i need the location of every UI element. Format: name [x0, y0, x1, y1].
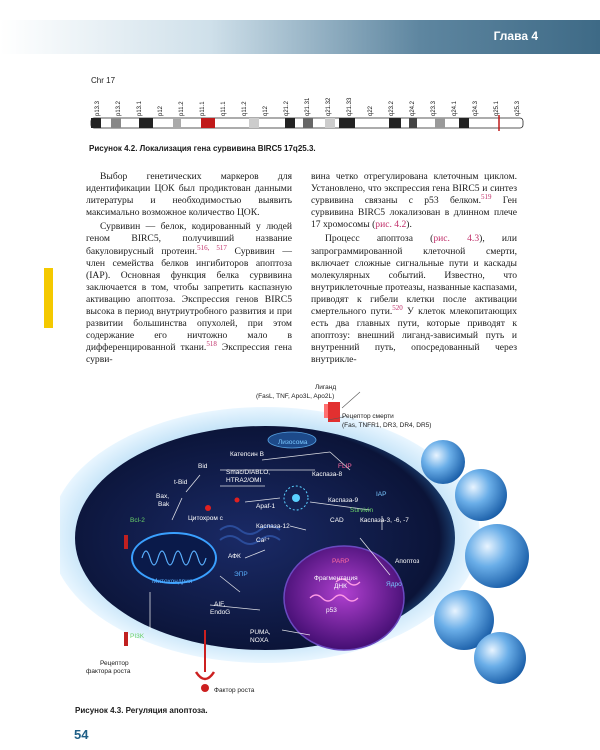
band-block	[435, 118, 445, 128]
label-tbid: t-Bid	[174, 479, 188, 486]
reference-number: 518	[206, 340, 217, 349]
centromere-block	[201, 118, 215, 128]
band-block	[325, 118, 335, 128]
yellow-margin-marker	[44, 268, 53, 328]
label-ligand-list: (FasL, TNF, Apo3L, Apo2L)	[256, 393, 335, 400]
label-apaf: Apaf-1	[256, 503, 276, 510]
label-gf-receptor-2: фактора роста	[86, 668, 131, 675]
label-aif: AIF,	[214, 601, 226, 608]
figure-link[interactable]: рис. 4.3	[433, 233, 480, 245]
figure-4-3-caption: Рисунок 4.3. Регуляция апоптоза.	[75, 706, 208, 715]
band-label: q21.31	[305, 97, 311, 116]
death-receptor-shape	[324, 404, 328, 418]
band-block	[303, 118, 313, 128]
label-cytochrome: Цитохром c	[188, 515, 223, 522]
label-receptor: Рецептор смерти	[342, 413, 394, 420]
cytochrome-shape	[235, 498, 240, 503]
band-label: p13.1	[137, 100, 143, 116]
band-label: q21.2	[284, 100, 290, 116]
label-puma: PUMA,	[250, 629, 271, 636]
label-caspase12: Каспаза-12	[256, 523, 290, 530]
apoptotic-body	[421, 440, 465, 484]
label-cad: CAD	[330, 517, 344, 524]
band-label: q24.3	[473, 100, 479, 116]
label-bak: Bak	[158, 501, 170, 508]
label-afk: АФК	[228, 553, 241, 560]
label-smac: Smac/DIABLO,	[226, 469, 271, 476]
chapter-label: Глава 4	[493, 29, 538, 43]
page-number: 54	[74, 727, 89, 742]
band-label: q23.2	[389, 100, 395, 116]
bcl2-marker	[124, 535, 128, 549]
figure-link[interactable]: рис. 4.2	[375, 219, 407, 231]
label-epr: ЭПР	[234, 571, 248, 578]
text-column-left	[86, 171, 292, 369]
band-label: q11.1	[221, 101, 227, 116]
chromosome-svg	[89, 86, 527, 134]
figure-4-2-caption: Рисунок 4.2. Локализация гена сурвивина BIRC5 17q25.3.	[89, 144, 316, 153]
label-iap: IAP	[376, 491, 387, 498]
reference-number: 520	[392, 303, 403, 312]
apoptosome-core	[292, 494, 300, 502]
band-label: p13.3	[95, 100, 101, 116]
band-label: q21.33	[347, 97, 353, 116]
paragraph: Выбор генетических маркеров для идентификации ЦОК был продиктован данными литературы и необходимостью выявить максимально возможное количество ЦОК.	[86, 171, 292, 219]
label-bax: Bax,	[156, 493, 170, 500]
paragraph: вина четко отрегулирована клеточным циклом. Установлено, что экспрессия гена BIRC5 и синтез сурвивина связаны с p53 белком.$^{519}$ Ген сурвивина BIRC5 локализован в длинном плече 17 хромосомы (рис. 4.2).	[311, 171, 517, 231]
band-block	[111, 118, 121, 128]
reference-number: 519	[481, 193, 492, 201]
label-ligand: Лиганд	[315, 384, 337, 391]
apoptosis-svg	[60, 380, 550, 700]
apoptosis-diagram	[60, 380, 550, 700]
band-label: p12	[158, 105, 164, 116]
leader-line	[342, 392, 360, 408]
label-dna: ДНК	[334, 583, 347, 590]
cytochrome-shape	[205, 505, 211, 511]
chromosome-ideogram	[89, 76, 527, 134]
growth-factor-shape	[201, 684, 209, 692]
label-noxa: NOXA	[250, 637, 269, 644]
band-block	[389, 118, 401, 128]
text-column-right	[311, 171, 517, 369]
band-label: q24.2	[410, 100, 416, 116]
label-parp: PARP	[332, 558, 350, 565]
label-mitochondria: Митохондрия	[152, 578, 193, 585]
label-apoptosis: Апоптоз	[395, 558, 420, 565]
pi3k-marker	[124, 632, 128, 646]
label-bcl2: Bcl-2	[130, 517, 145, 524]
apoptotic-body	[474, 632, 526, 684]
chromosome-title: Chr 17	[91, 76, 116, 85]
band-block	[91, 118, 101, 128]
label-caspase367: Каспаза-3, -6, -7	[360, 517, 409, 524]
label-fragmentation: Фрагментация	[314, 575, 358, 582]
label-caspase9: Каспаза-9	[328, 497, 359, 504]
apoptotic-body	[465, 524, 529, 588]
band-label: q21.32	[326, 97, 332, 116]
reference-number: 516, 517	[197, 243, 227, 252]
label-lysosome: Лизосома	[278, 439, 308, 446]
band-label: q11.2	[242, 101, 248, 116]
band-label: q22	[368, 105, 374, 116]
band-label: p13.2	[116, 100, 122, 116]
band-label: q24.1	[452, 100, 458, 116]
paragraph: Процесс апоптоза (рис. 4.3), или запрограммированной клеточной смерти, включает сложные сигнальные пути и каскады молекулярных событий. Известно, что внутриклеточные протеазы, названные каспазами, приводят к гибели клетки после активации смертельного пути.$^{520}$ У клеток млекопитающих есть два главных пути, которые приводят к апоптозу: внешний лиганд-зависимый путь и внутренний путь, опосредованный через внутрикле-	[311, 233, 517, 366]
label-cathepsin: Катепсин B	[230, 451, 264, 458]
label-htra2: HTRA2/OMI	[226, 477, 262, 484]
label-pi3k: PI3K	[130, 633, 145, 640]
paragraph: Сурвивин — белок, кодированный у людей геном BIRC5, получивший название бакуловирусный протеин.$^{516, 517}$ Сурвивин — член семейства белков ингибиторов апоптоза (IAP). Основная функция белка сурвивина заключается в том, чтобы запретить каспазную активацию апоптоза. Экспрессия генов BIRC5 высока в период внутриутробного развития и при развитии большинства опухолей, при этом содержание его ничтожно мало в дифференцированной ткани.$^{518}$ Экспрессия гена сурви-	[86, 221, 293, 366]
label-growth-factor: Фактор роста	[214, 687, 255, 694]
band-block	[409, 118, 417, 128]
gf-receptor-cup	[196, 672, 214, 679]
label-flip: FLIP	[338, 463, 352, 470]
band-label: q12	[263, 105, 269, 116]
band-block	[339, 118, 355, 128]
band-block	[249, 118, 259, 128]
band-label: q25.1	[494, 100, 500, 116]
band-labels	[95, 97, 521, 116]
band-label: p11.1	[200, 101, 206, 116]
band-block	[285, 118, 295, 128]
band-label: p11.2	[179, 101, 185, 116]
band-block	[459, 118, 469, 128]
label-nucleus: Ядро	[386, 581, 402, 588]
apoptotic-body	[455, 469, 507, 521]
label-ca: Ca²⁺	[256, 537, 270, 544]
label-caspase8: Каспаза-8	[312, 471, 343, 478]
band-label: q23.3	[431, 100, 437, 116]
label-bid: Bid	[198, 463, 208, 470]
band-block	[139, 118, 153, 128]
label-p53: p53	[326, 607, 337, 614]
band-label: q25.3	[515, 100, 521, 116]
label-endog: EndoG	[210, 609, 231, 616]
band-block	[173, 118, 181, 128]
label-survivin: Survivin	[350, 507, 374, 514]
label-gf-receptor-1: Рецептор	[100, 660, 129, 667]
label-receptor-list: (Fas, TNFR1, DR3, DR4, DR5)	[342, 422, 432, 429]
